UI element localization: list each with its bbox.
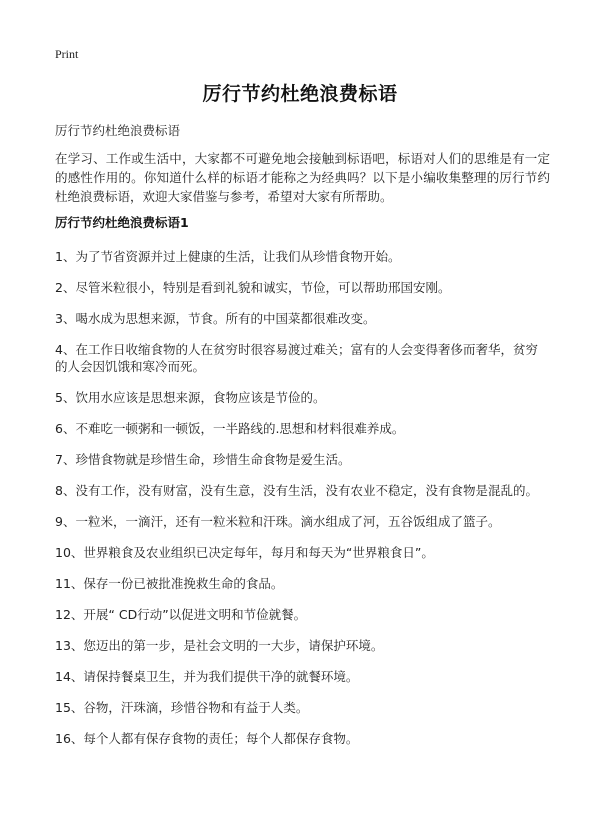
document-subtitle: 厉行节约杜绝浪费标语 <box>55 123 181 138</box>
page-title: 厉行节约杜绝浪费标语 <box>202 83 398 105</box>
list-item: 12、开展“ CD行动”以促进文明和节俭就餐。 <box>55 607 307 622</box>
list-item: 14、请保持餐桌卫生，并为我们提供干净的就餐环境。 <box>55 669 359 684</box>
intro-paragraph: 在学习、工作或生活中，大家都不可避免地会接触到标语吧，标语对人们的思维是有一定的感性作用的。你知道什么样的标语才能称之为经典吗？以下是小编收集整理的厉行节约杜绝浪费标语，欢迎大家借鉴与参考，希望对大家有所帮助。 <box>55 151 550 204</box>
list-item: 2、尽管米粒很小，特别是看到礼貌和诚实，节俭，可以帮助邢国安刚。 <box>55 280 451 295</box>
list-item: 4、在工作日收缩食物的人在贫穷时很容易渡过难关；富有的人会变得奢侈而奢华，贫穷的人会因饥饿和寒冷而死。 <box>55 342 538 374</box>
list-item: 7、珍惜食物就是珍惜生命，珍惜生命食物是爱生活。 <box>55 452 351 467</box>
list-item: 5、饮用水应该是思想来源，食物应该是节俭的。 <box>55 390 326 405</box>
print-link[interactable]: Print <box>55 47 79 61</box>
list-item: 15、谷物，汗珠滴，珍惜谷物和有益于人类。 <box>55 700 309 715</box>
list-item: 10、世界粮食及农业组织已决定每年，每月和每天为“世界粮食日”。 <box>55 545 434 560</box>
list-item: 13、您迈出的第一步，是社会文明的一大步，请保护环境。 <box>55 638 384 653</box>
section-heading: 厉行节约杜绝浪费标语1 <box>55 215 189 230</box>
list-item: 16、每个人都有保存食物的责任；每个人都保存食物。 <box>55 731 359 746</box>
list-item: 8、没有工作，没有财富，没有生意，没有生活，没有农业不稳定，没有食物是混乱的。 <box>55 483 538 498</box>
list-item: 1、为了节省资源并过上健康的生活，让我们从珍惜食物开始。 <box>55 249 401 264</box>
list-item: 6、不难吃一顿粥和一顿饭，一半路线的.思想和材料很难养成。 <box>55 421 405 436</box>
list-item: 9、一粒米，一滴汗，还有一粒米粒和汗珠。滴水组成了河，五谷饭组成了篮子。 <box>55 514 501 529</box>
list-item: 3、喝水成为思想来源，节食。所有的中国菜都很难改变。 <box>55 311 376 326</box>
slogan-list <box>55 248 550 761</box>
list-item: 11、保存一份已被批准挽救生命的食品。 <box>55 576 284 591</box>
